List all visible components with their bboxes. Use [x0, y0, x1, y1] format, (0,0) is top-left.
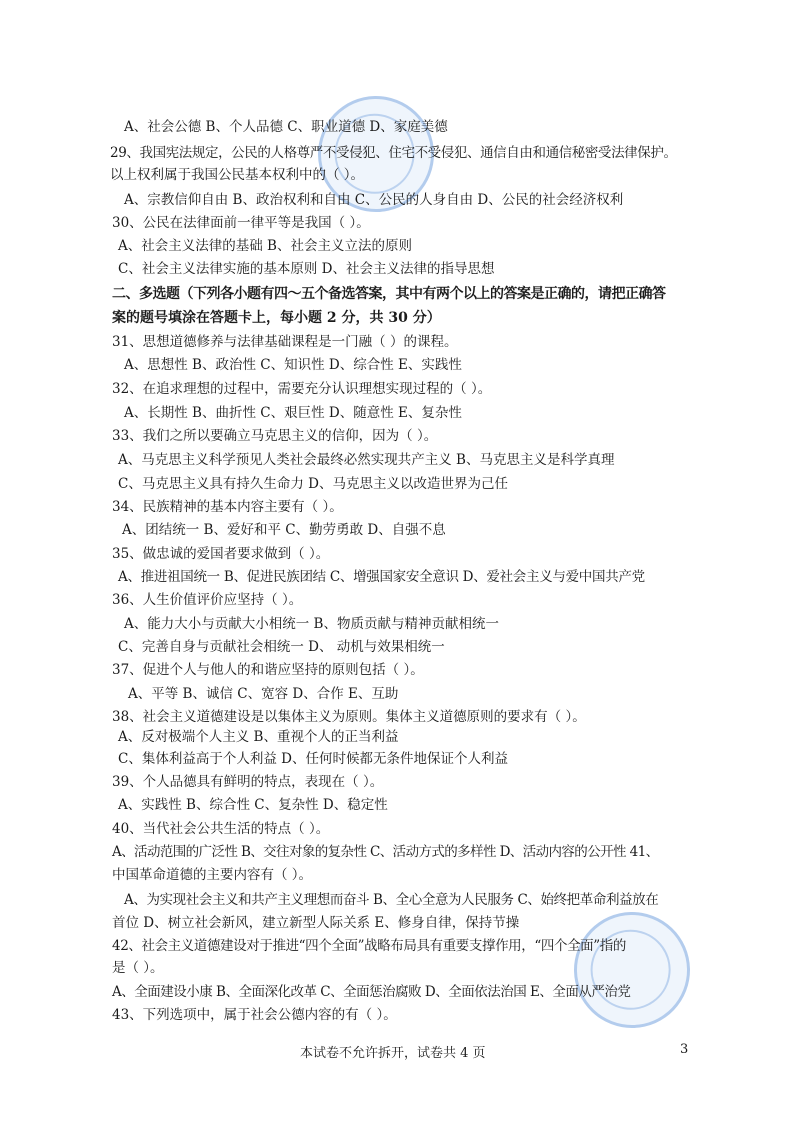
question-42-cont: 是（ ）。 [112, 960, 164, 976]
option-line: C、完善自身与贡献社会相统一 D、 动机与效果相统一 [118, 639, 445, 655]
option-line: A、活动范围的广泛性 B、交往对象的复杂性 C、活动方式的多样性 D、活动内容的公开性 41、 [112, 844, 659, 860]
question-42: 42、社会主义道德建设对于推进“四个全面”战略布局具有重要支撑作用，“四个全面”指的 [112, 938, 626, 954]
question-35: 35、做忠诚的爱国者要求做到（ ）。 [112, 546, 330, 562]
option-line: A、推进祖国统一 B、促进民族团结 C、增强国家安全意识 D、爱社会主义与爱中国共产党 [118, 569, 645, 585]
question-38: 38、社会主义道德建设是以集体主义为原则。集体主义道德原则的要求有（ ）。 [112, 709, 586, 725]
question-40: 40、当代社会公共生活的特点（ ）。 [112, 821, 330, 837]
option-line: A、平等 B、诚信 C、宽容 D、合作 E、互助 [128, 686, 399, 702]
question-34: 34、民族精神的基本内容主要有（ ）。 [112, 499, 343, 515]
question-29: 29、我国宪法规定，公民的人格尊严不受侵犯、住宅不受侵犯、通信自由和通信秘密受法律保护。 [110, 145, 677, 161]
option-line: 首位 D、树立社会新风，建立新型人际关系 E、修身自律，保持节操 [112, 915, 520, 931]
question-31: 31、思想道德修养与法律基础课程是一门融（ ）的课程。 [112, 334, 458, 350]
question-37: 37、促进个人与他人的和谐应坚持的原则包括（ ）。 [112, 662, 424, 678]
option-line: A、为实现社会主义和共产主义理想而奋斗 B、全心全意为人民服务 C、始终把革命利益放在 [124, 892, 659, 908]
option-line: A、能力大小与贡献大小相统一 B、物质贡献与精神贡献相统一 [124, 616, 499, 632]
question-36: 36、人生价值评价应坚持（ ）。 [112, 592, 303, 608]
option-line: A、反对极端个人主义 B、重视个人的正当利益 [118, 729, 399, 745]
option-line: A、团结统一 B、爱好和平 C、勤劳勇敢 D、自强不息 [122, 522, 446, 538]
option-line: A、社会公德 B、个人品德 C、职业道德 D、家庭美德 [124, 119, 448, 135]
footer-note: 本试卷不允许拆开，试卷共 4 页 [300, 1046, 486, 1061]
question-41: 中国革命道德的主要内容有（ ）。 [112, 867, 313, 883]
question-29-cont: 以上权利属于我国公民基本权利中的（ ）。 [110, 167, 365, 183]
option-line: C、马克思主义具有持久生命力 D、马克思主义以改造世界为己任 [118, 476, 508, 492]
question-30: 30、公民在法律面前一律平等是我国（ ）。 [112, 215, 370, 231]
section-heading: 二、多选题（下列各小题有四～五个备选答案，其中有两个以上的答案是正确的，请把正确答 [112, 286, 666, 302]
option-line: C、集体利益高于个人利益 D、任何时候都无条件地保证个人利益 [118, 751, 508, 767]
section-heading-cont: 案的题号填涂在答题卡上，每小题 2 分，共 30 分） [112, 310, 441, 326]
option-line: A、马克思主义科学预见人类社会最终必然实现共产主义 B、马克思主义是科学真理 [118, 452, 615, 468]
watermark-stamp-bottom [551, 889, 713, 1051]
question-39: 39、个人品德具有鲜明的特点，表现在（ ）。 [112, 774, 384, 790]
option-line: A、全面建设小康 B、全面深化改革 C、全面惩治腐败 D、全面依法治国 E、全面从严治党 [112, 984, 631, 1000]
option-line: A、长期性 B、曲折性 C、艰巨性 D、随意性 E、复杂性 [124, 405, 462, 421]
question-33: 33、我们之所以要确立马克思主义的信仰，因为（ ）。 [112, 428, 438, 444]
option-line: A、社会主义法律的基础 B、社会主义立法的原则 [118, 238, 412, 254]
option-line: A、实践性 B、综合性 C、复杂性 D、稳定性 [118, 797, 388, 813]
question-32: 32、在追求理想的过程中，需要充分认识理想实现过程的（ ）。 [112, 381, 492, 397]
option-line: A、思想性 B、政治性 C、知识性 D、综合性 E、实践性 [124, 357, 462, 373]
page-number: 3 [680, 1042, 689, 1057]
question-43: 43、下列选项中，属于社会公德内容的有（ ）。 [112, 1007, 397, 1023]
option-line: A、宗教信仰自由 B、政治权利和自由 C、公民的人身自由 D、公民的社会经济权利 [124, 192, 624, 208]
option-line: C、社会主义法律实施的基本原则 D、社会主义法律的指导思想 [118, 261, 495, 277]
